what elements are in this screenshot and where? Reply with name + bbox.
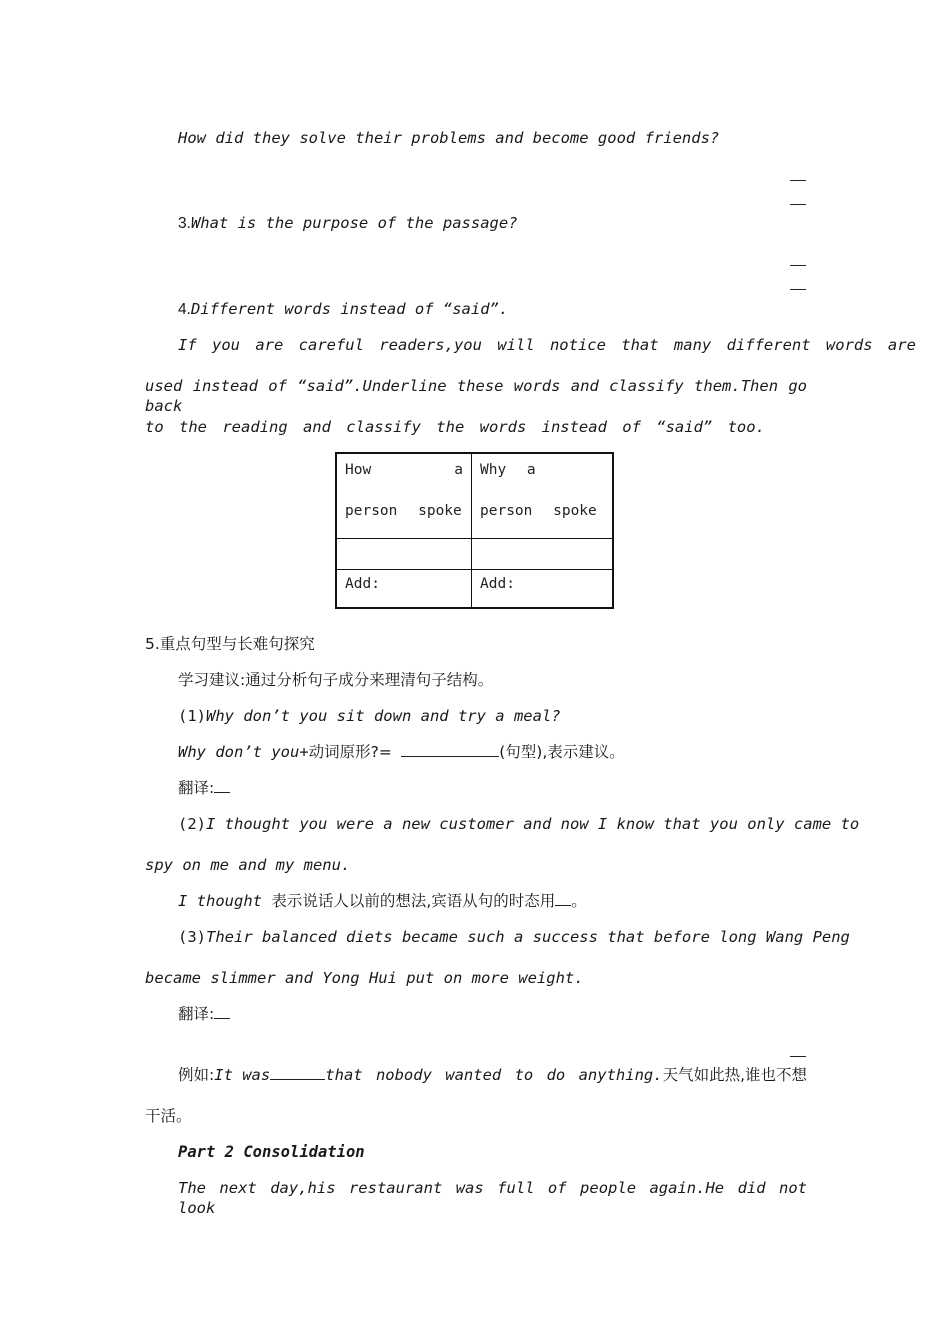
example-text: It was (214, 1066, 271, 1084)
instruction-line-2: used instead of “said”.Underline these words and classify them.Then go back (145, 377, 807, 415)
table-cell (472, 539, 614, 570)
note-text: 。 (571, 892, 587, 910)
instruction-line-3: to the reading and classify the words instead of “said” too. (145, 418, 765, 436)
translate-label: 翻译: (178, 1005, 215, 1023)
part2-title: Part 2 Consolidation (178, 1143, 365, 1161)
item-2-cont: spy on me and my menu. (145, 856, 351, 874)
item-3 (178, 927, 850, 947)
pattern-text: Why don’t you+ (178, 743, 309, 761)
table-row (336, 539, 613, 570)
item-2 (178, 814, 860, 834)
study-advice: 学习建议:通过分析句子成分来理清句子结构。 (178, 671, 494, 689)
table-header-cell (472, 453, 614, 539)
instruction-text: nt words are (791, 336, 916, 354)
question-number: 4. (178, 301, 191, 318)
answer-line (790, 180, 806, 181)
part2-text: The next day,his restaurant was full of people again.He did not look (178, 1179, 807, 1217)
translate-label: 翻译: (178, 779, 215, 797)
answer-line (790, 265, 806, 266)
table-cell: Add: (336, 570, 472, 608)
header-why: Why a person spoke (480, 462, 597, 519)
item-2-note (178, 891, 587, 911)
question-text: What is the purpose of the passage? (190, 214, 518, 232)
item-1 (178, 706, 561, 726)
translate-1 (178, 778, 230, 798)
table-cell: Add: (472, 570, 614, 608)
section-5-title: 5.重点句型与长难句探究 (145, 635, 315, 653)
fill-in-blank[interactable] (214, 1004, 230, 1019)
fill-in-blank[interactable] (555, 891, 571, 906)
example-line (178, 1065, 807, 1085)
instruction-text: If you are careful readers,you will notice that many differe (178, 336, 792, 354)
table-row (336, 570, 613, 608)
classification-table (335, 452, 614, 609)
question-3 (178, 213, 518, 234)
table-row (336, 453, 613, 539)
example-cont: 干活。 (145, 1107, 192, 1125)
fill-in-blank[interactable] (214, 778, 230, 793)
question-solve-problems: How did they solve their problems and become good friends? (178, 129, 720, 147)
instruction-line-1 (178, 335, 916, 355)
question-4 (178, 299, 508, 320)
example-text: 例如: (178, 1066, 215, 1084)
item-3-cont: became slimmer and Yong Hui put on more weight. (145, 969, 584, 987)
header-how: How a person spoke (345, 462, 463, 519)
question-number: 3. (178, 215, 191, 232)
question-text: Different words instead of “said”. (190, 300, 509, 318)
translate-3 (178, 1004, 230, 1024)
answer-line (790, 204, 806, 205)
item-1-pattern (178, 742, 625, 762)
answer-line (790, 289, 806, 290)
item-number: (2) (178, 815, 206, 833)
fill-in-blank[interactable] (270, 1065, 325, 1080)
item-sentence: Why don’t you sit down and try a meal? (206, 707, 561, 725)
item-sentence: Their balanced diets became such a success that before long Wang Peng (206, 928, 850, 946)
example-text: that nobody wanted to do anything. (325, 1066, 663, 1084)
note-text: 表示说话人以前的想法,宾语从句的时态用 (271, 892, 556, 910)
fill-in-blank[interactable] (401, 742, 499, 757)
item-sentence: I thought you were a new customer and now I know that you only came to (206, 815, 860, 833)
example-text: 天气如此热,谁也不想 (662, 1066, 807, 1084)
answer-line (790, 1056, 806, 1057)
item-number: (1) (178, 707, 206, 725)
pattern-text: (句型),表示建议。 (499, 743, 625, 761)
table-cell (336, 539, 472, 570)
pattern-text: 动词原形?= (308, 743, 392, 761)
table-header-cell (336, 453, 472, 539)
item-number: (3) (178, 928, 206, 946)
note-text: I thought (178, 892, 262, 910)
